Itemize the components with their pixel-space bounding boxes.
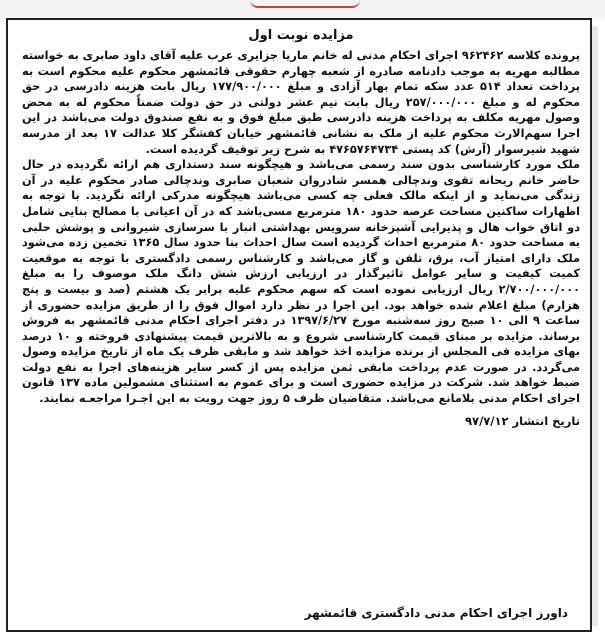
notice-frame — [6, 18, 592, 632]
signature-line: داورز اجرای احکام مدنی دادگستری قائمشهر — [304, 606, 568, 620]
publish-date: تاریخ انتشار ۹۷/۷/۱۲ — [465, 413, 580, 428]
notice-paragraph-1: پرونده کلاسه ۹۶۲۴۶۲ اجرای احکام مدنی له خانم ماریا جزایری عرب علیه آقای داود صابری به خواسته مطالبه مهریه به موجب دادنامه صادره از شعبه چهارم حقوقی قائمشهر محکوم علیه محکوم است به پرداخت تعداد ۵۱۴ عدد سکه تمام بهار آزادی و مبلغ ۱۷۷/۹۰۰/۰۰۰ ریال بابت هزینه دادرسی در حق محکوم له و مبلغ ۲۵۷/۰۰۰/۰۰۰ ریال بابت نیم عشر دولتی در حق دولت ضمناً محکوم له به محض وصول مهریه مکلف به پرداخت هزینه دادرسی طبق مبلغ فوق و به نفع صندوق دولت می‌باشد در این اجرا سهم‌الارث محکوم علیه از ملک به نشانی قائمشهر خیابان کفشگر کلا عدالت ۱۷ بعد از مدرسه شهید شیرسوار (آرش) کد پستی ۴۷۶۵۷۶۴۷۳۴ به شرح زیر توقیف گردیده است. — [22, 49, 581, 156]
red-clipping-mark — [250, 0, 360, 8]
notice-title: مزایده نوبت اول — [248, 28, 354, 43]
notice-content — [22, 26, 580, 626]
notice-paragraph-2: ملک مورد کارشناسی بدون سند رسمی می‌باشد و هیچگونه سند دستداری هم ارائه نگردیده در حال حاضر خانم ریحانه تقوی وندچالی همسر شادروان شعبان صابری وندچالی صادر محکوم علیه در آن زندگی می‌نماید و از اینکه مالک فعلی چه کسی می‌باشد هیچگونه مدرکی ارائه نگردید. با توجه به اظهارات ساکنین مساحت عرصه حدود ۱۸۰ مترمربع مسی‌باشد که در آن اعیانی با مصالح بنایی شامل دو اتاق خواب هال و پذیرایی آشپزخانه سرویس بهداشتی انبار با سرسازی شیروانی و پوشش حلبی به مساحت حدود ۸۰ مترمربع احداث گردیده است سال احداث بنا حدود سال ۱۳۶۵ تخمین زده می‌شود ملک دارای امتیاز آب، برق، تلفن و گاز می‌باشد و کارشناس رسمی دادگستری با توجه به موقعیت کمیت کیفیت و سایر عوامل تاثیرگذار در ارزیابی ارزش شش دانگ ملک موصوف را به مبلغ ۲/۷۰۰/۰۰۰/۰۰۰ ریال ارزیابی نموده است که سهم محکوم علیه برابر یک هشتم (صد و بیست و پنج هزارم) مبلغ اعلام شده خواهد بود. این اجرا در نظر دارد اموال فوق را از طریق مزایده حضوری از ساعت ۹ الی ۱۰ صبح روز سه‌شنبه مورخ ۱۳۹۷/۶/۲۷ در دفتر اجرای احکام مدنی قائمشهر به فروش برساند. مزایده بر مبنای قیمت کارشناسی شروع و به بالاترین قیمت پیشنهادی فروخته و ۱۰ درصد بهای مزایده فی المجلس از برنده مزایده اخذ خواهد شد و مابقی ظرف یک ماه از تاریخ مزایده وصول می‌گردد. در صورت عدم پرداخت مابقی ثمن مزایده پس از کسر سایر هزینه‌های اجرا به نفع دولت ضبط خواهد شد. شرکت در مزایده حضوری است و برای عموم به استثنای مشمولین ماده ۱۳۷ قانون اجرای احکام مدنی بلامانع می‌باشد. متقاضیان ظرف ۵ روز جهت رویت به این اجـرا مراجعـه نمایند. — [22, 158, 580, 406]
